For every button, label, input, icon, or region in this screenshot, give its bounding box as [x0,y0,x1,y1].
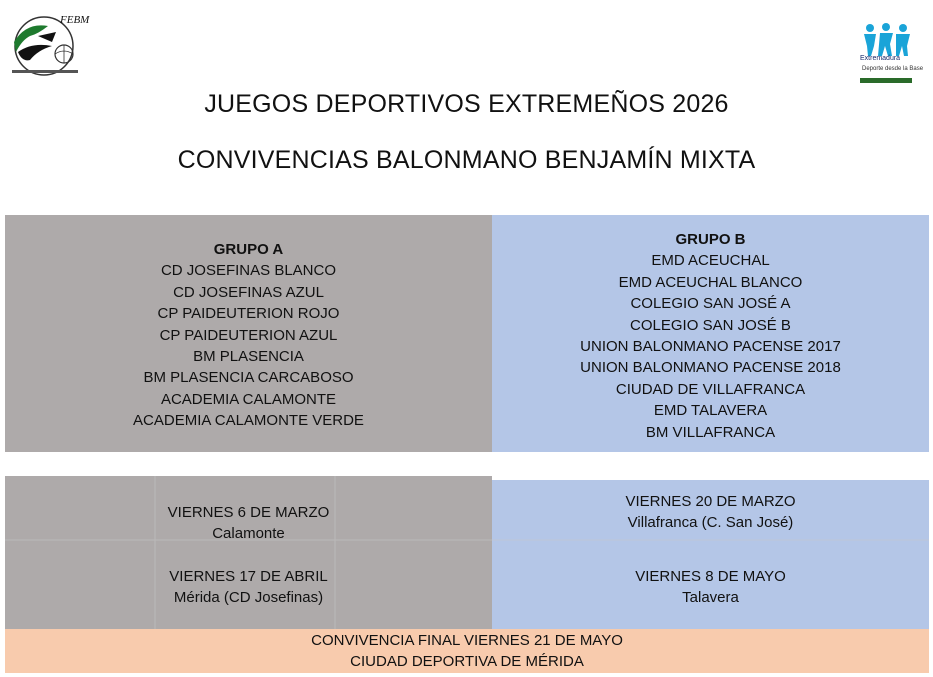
group-b-date: VIERNES 20 DE MARZO [625,493,796,510]
group-b-date-entry [492,566,929,609]
group-b-team: UNION BALONMANO PACENSE 2017 [580,338,841,356]
extremadura-deporte-logo-icon [856,22,918,56]
extremadura-logo-label: Extremadura [860,55,901,62]
group-a-panel [5,215,492,452]
group-a-dates-panel [5,476,492,629]
group-b-venue: Talavera [682,589,739,607]
group-b-team: CIUDAD DE VILLAFRANCA [615,380,806,398]
group-a-heading: GRUPO A [213,241,284,258]
group-a-venue: Calamonte [212,525,285,543]
group-a-date-entry [5,502,492,545]
group-b-team: UNION BALONMANO PACENSE 2018 [580,359,841,377]
group-b-date-entry [492,491,929,534]
extremadura-logo-tagline: Deporte desde la Base [862,66,924,72]
group-b-team: COLEGIO SAN JOSÉ A [630,295,791,313]
group-b-heading: GRUPO B [675,231,746,248]
group-a-team: BM PLASENCIA CARCABOSO [143,369,354,387]
page-subtitle: CONVIVENCIAS BALONMANO BENJAMÍN MIXTA [177,146,756,174]
page-title: JUEGOS DEPORTIVOS EXTREMEÑOS 2026 [204,90,729,118]
group-a-date-entry [5,566,492,609]
group-a-team: ACADEMIA CALAMONTE [160,390,337,408]
group-a-team: CP PAIDEUTERION ROJO [157,305,340,323]
group-a-team: CP PAIDEUTERION AZUL [159,326,338,344]
group-b-team: EMD TALAVERA [653,402,768,420]
group-b-team: COLEGIO SAN JOSÉ B [630,316,791,334]
group-b-panel [492,215,929,452]
federation-logo-text: FEBM [60,14,90,26]
group-b-team: EMD ACEUCHAL [651,252,770,270]
group-a-team: ACADEMIA CALAMONTE VERDE [133,412,364,430]
group-b-team: BM VILLAFRANCA [645,423,776,441]
group-a-team: CD JOSEFINAS AZUL [173,283,324,301]
group-b-venue: Villafranca (C. San José) [627,514,794,532]
group-b-dates-panel [492,480,929,629]
group-a-venue: Mérida (CD Josefinas) [173,589,324,607]
group-a-team: CD JOSEFINAS BLANCO [160,262,337,280]
final-event-banner [5,629,929,673]
group-a-date: VIERNES 17 DE ABRIL [169,568,328,585]
federation-logo [8,12,90,78]
group-a-date: VIERNES 6 DE MARZO [167,504,330,521]
group-b-team: EMD ACEUCHAL BLANCO [618,273,803,291]
final-event-date: CONVIVENCIA FINAL VIERNES 21 DE MAYO [311,632,623,649]
group-a-team: BM PLASENCIA [193,348,304,366]
logo-underline-bar [860,78,912,83]
group-b-date: VIERNES 8 DE MAYO [635,568,786,585]
final-event-venue: CIUDAD DEPORTIVA DE MÉRIDA [350,653,584,671]
extremadura-logo [856,22,924,86]
